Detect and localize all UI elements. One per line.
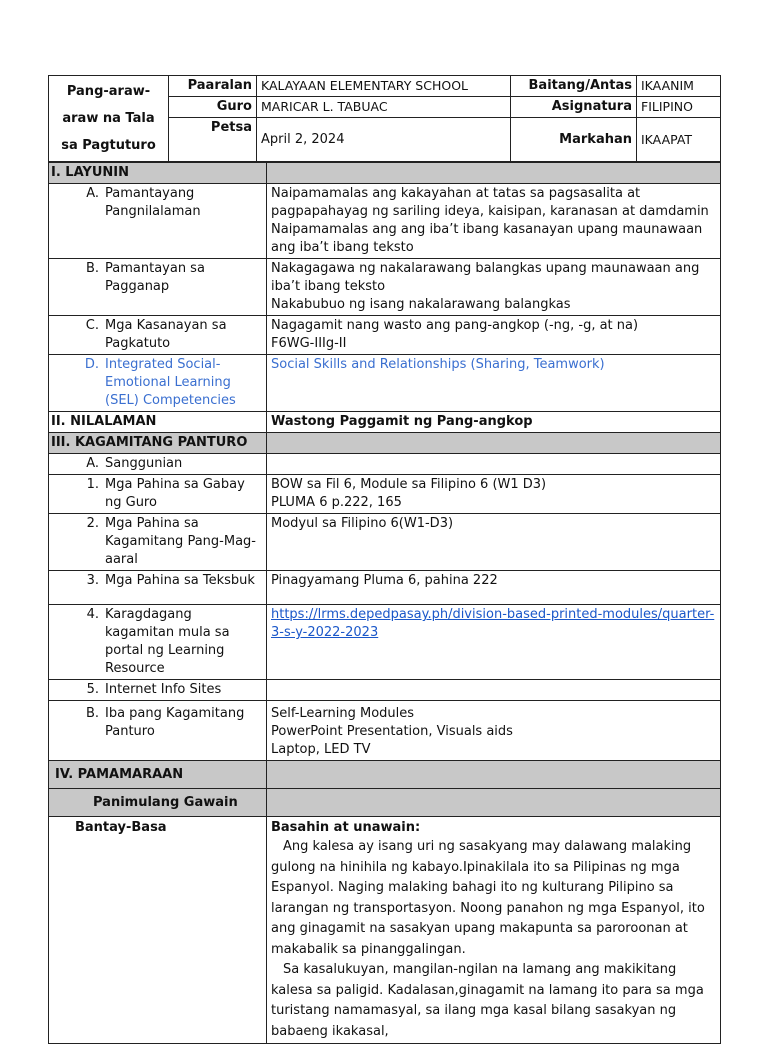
kagamitan-i3-num: 3. [86, 573, 99, 588]
section-pamamaraan-title: IV. PAMAMARAAN [49, 761, 267, 789]
layunin-b-label: Pamantayan sa Pagganap [105, 261, 205, 294]
panimula-title: Panimulang Gawain [49, 789, 267, 817]
petsa-value: April 2, 2024 [257, 118, 511, 162]
layunin-d-label: Integrated Social-Emotional Learning (SEL) Competencies [105, 357, 236, 408]
petsa-label: Petsa [169, 118, 257, 162]
kagamitan-i2-num: 2. [86, 516, 99, 531]
kagamitan-b-value-3: Laptop, LED TV [271, 742, 371, 757]
kagamitan-i5-num: 5. [86, 682, 99, 697]
kagamitan-b-label: Iba pang Kagamitang Panturo [105, 706, 245, 739]
nilalaman-value: Wastong Paggamit ng Pang-angkop [267, 412, 721, 433]
paaralan-value: KALAYAAN ELEMENTARY SCHOOL [257, 76, 511, 97]
kagamitan-i3-label: Mga Pahina sa Teksbuk [105, 573, 255, 588]
kagamitan-i4-num: 4. [86, 607, 99, 622]
kagamitan-b-value-2: PowerPoint Presentation, Visuals aids [271, 724, 513, 739]
layunin-c-value-1: Nagagamit nang wasto ang pang-angkop (-ng, -g, at na) [271, 318, 639, 333]
layunin-b-num: B. [85, 261, 99, 276]
kagamitan-i2-value: Modyul sa Filipino 6(W1-D3) [267, 514, 721, 571]
kagamitan-b-value-1: Self-Learning Modules [271, 706, 415, 721]
section-layunin-title: I. LAYUNIN [49, 163, 267, 184]
asignatura-value: FILIPINO [637, 97, 721, 118]
kagamitan-i5-label: Internet Info Sites [105, 682, 222, 697]
kagamitan-b-num: B. [85, 706, 99, 721]
guro-value: MARICAR L. TABUAC [257, 97, 511, 118]
layunin-a-value-2: Naipamamalas ang ang iba’t ibang kasanayan upang maunawaan ang iba’t ibang teksto [271, 222, 703, 255]
markahan-label: Markahan [511, 118, 637, 162]
doc-title: Pang-araw-araw na Tala sa Pagtuturo [49, 76, 169, 162]
markahan-value: IKAAPAT [637, 118, 721, 162]
kagamitan-i1-num: 1. [86, 477, 99, 492]
guro-label: Guro [169, 97, 257, 118]
layunin-d-value: Social Skills and Relationships (Sharing, Teamwork) [267, 355, 721, 412]
kagamitan-i3-value: Pinagyamang Pluma 6, pahina 222 [267, 571, 721, 605]
reading-paragraph-1: Ang kalesa ay isang uri ng sasakyang may dalawang malaking gulong na hinihila ng kabayo.Ipinakilala ito sa Pilipinas ng mga Espanyol. Naging malaking bahagi ito ng kulturang Pilipino sa larangan ng transportasyon. Noong panahon ng mga Espanyol, ito ang ginagamit na sasakyan upang makapunta sa paroroonan at makabalik sa pinanggalingan. [271, 839, 705, 957]
layunin-c-value-2: F6WG-IIIg-II [271, 336, 347, 351]
reading-paragraph-2: Sa kasalukuyan, mangilan-ngilan na lamang ang makikitang kalesa sa paligid. Kadalasan,ginagamit na lamang ito para sa mga turistang namamasyal, sa ilang mga kasal bilang sasakyan ng babaeng ikakasal, [271, 962, 704, 1039]
layunin-b-value-1: Nakagagawa ng nakalarawang balangkas upang maunawaan ang iba’t ibang teksto [271, 261, 700, 294]
baitang-label: Baitang/Antas [511, 76, 637, 97]
layunin-b-value-2: Nakabubuo ng isang nakalarawang balangkas [271, 297, 571, 312]
asignatura-label: Asignatura [511, 97, 637, 118]
kagamitan-a-num: A. [86, 456, 99, 471]
paaralan-label: Paaralan [169, 76, 257, 97]
main-table [48, 162, 721, 1044]
lesson-plan-page [48, 75, 720, 1044]
section-nilalaman-title: II. NILALAMAN [49, 412, 267, 433]
header-table [48, 75, 721, 162]
kagamitan-i1-value-1: BOW sa Fil 6, Module sa Filipino 6 (W1 D3) [271, 477, 547, 492]
layunin-a-num: A. [86, 186, 99, 201]
kagamitan-i1-label: Mga Pahina sa Gabay ng Guro [105, 477, 245, 510]
baitang-value: IKAANIM [637, 76, 721, 97]
kagamitan-a-label: Sanggunian [105, 456, 183, 471]
bantay-basa-heading: Basahin at unawain: [271, 820, 421, 835]
layunin-a-value-1: Naipamamalas ang kakayahan at tatas sa pagsasalita at pagpapahayag ng sariling ideya, kaisipan, karanasan at damdamin [271, 186, 709, 219]
layunin-c-num: C. [85, 318, 99, 333]
layunin-d-num: D. [84, 357, 99, 372]
bantay-basa-label: Bantay-Basa [49, 817, 267, 1044]
kagamitan-i4-label: Karagdagang kagamitan mula sa portal ng Learning Resource [105, 607, 230, 676]
section-kagamitan-title: III. KAGAMITANG PANTURO [49, 433, 267, 454]
layunin-c-label: Mga Kasanayan sa Pagkatuto [105, 318, 227, 351]
lrms-link[interactable]: https://lrms.depedpasay.ph/division-based-printed-modules/quarter-3-s-y-2022-2023 [271, 607, 715, 640]
kagamitan-i1-value-2: PLUMA 6 p.222, 165 [271, 495, 402, 510]
kagamitan-i2-label: Mga Pahina sa Kagamitang Pang-Mag-aaral [105, 516, 256, 567]
layunin-a-label: Pamantayang Pangnilalaman [105, 186, 201, 219]
